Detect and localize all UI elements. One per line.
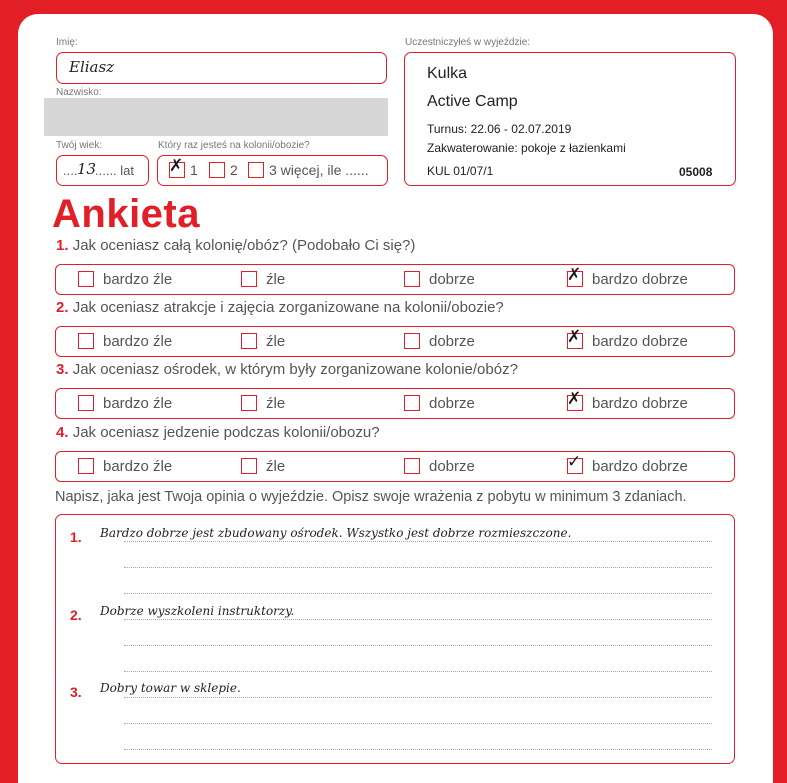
question-3 (56, 361, 518, 378)
question-number: 2. (56, 299, 69, 316)
question-number: 4. (56, 424, 69, 441)
check-mark-icon: ✓ (567, 452, 582, 472)
trip-number: 05008 (679, 165, 713, 179)
check-mark-icon: ✗ (567, 389, 582, 409)
times-checkbox-1[interactable] (169, 156, 185, 178)
age-field[interactable] (56, 155, 149, 186)
question-4 (56, 424, 380, 441)
rating-option-label: bardzo źle (103, 395, 173, 412)
times-checkbox-2[interactable] (209, 162, 225, 178)
rating-row-4 (55, 451, 735, 482)
rating-option-label: dobrze (429, 333, 475, 350)
rating-checkbox-3-3[interactable] (404, 395, 420, 411)
rating-option-label: bardzo dobrze (592, 458, 688, 475)
name-label: Imię: (56, 37, 78, 48)
surname-label: Nazwisko: (56, 87, 102, 98)
check-mark-icon: ✗ (169, 156, 184, 176)
rating-checkbox-3-4[interactable] (567, 389, 583, 411)
rating-checkbox-2-1[interactable] (78, 333, 94, 349)
rating-checkbox-1-1[interactable] (78, 271, 94, 287)
trip-operator: Kulka (427, 65, 468, 82)
trip-turnus: Turnus: 22.06 - 02.07.2019 (427, 122, 572, 136)
age-value: 13 (77, 160, 97, 178)
question-text: Jak oceniasz jedzenie podczas kolonii/obozu? (72, 424, 380, 441)
answer-number-1: 1. (70, 529, 82, 545)
times-option-3: 3 więcej, ile ...... (269, 162, 369, 178)
rating-checkbox-1-3[interactable] (404, 271, 420, 287)
rating-option-label: źle (266, 271, 286, 288)
rating-option-label: bardzo dobrze (592, 395, 688, 412)
check-mark-icon: ✗ (567, 327, 582, 347)
rating-option-label: bardzo źle (103, 271, 173, 288)
survey-sheet (18, 14, 773, 783)
age-label: Twój wiek: (56, 140, 103, 151)
rating-checkbox-2-2[interactable] (241, 333, 257, 349)
question-text: Jak oceniasz całą kolonię/obóz? (Podobało Ci się?) (72, 237, 416, 254)
rating-option-label: dobrze (429, 395, 475, 412)
answer-text-3: Dobry towar w sklepie. (100, 681, 241, 695)
rule-line (124, 671, 712, 672)
rule-line (124, 749, 712, 750)
age-suffix: ...... lat (95, 163, 135, 178)
times-option-2: 2 (230, 162, 238, 178)
answer-number-3: 3. (70, 684, 82, 700)
rating-checkbox-4-2[interactable] (241, 458, 257, 474)
question-number: 3. (56, 361, 69, 378)
trip-accommodation: Zakwaterowanie: pokoje z łazienkami (427, 141, 626, 155)
age-prefix: .... (63, 163, 78, 178)
rating-row-1 (55, 264, 735, 295)
rating-row-3 (55, 388, 735, 419)
rule-line (124, 619, 712, 620)
rating-option-label: dobrze (429, 458, 475, 475)
rating-option-label: źle (266, 333, 286, 350)
rating-checkbox-1-2[interactable] (241, 271, 257, 287)
times-option-1: 1 (190, 162, 198, 178)
rating-checkbox-2-3[interactable] (404, 333, 420, 349)
trip-code: KUL 01/07/1 (427, 164, 494, 178)
rating-option-label: źle (266, 395, 286, 412)
rating-option-label: bardzo dobrze (592, 271, 688, 288)
surname-redaction (44, 98, 388, 136)
rating-option-label: dobrze (429, 271, 475, 288)
rating-option-label: bardzo dobrze (592, 333, 688, 350)
page-title: Ankieta (52, 192, 200, 236)
rating-checkbox-3-2[interactable] (241, 395, 257, 411)
trip-camp: Active Camp (427, 93, 518, 110)
question-text: Jak oceniasz ośrodek, w którym były zorganizowane kolonie/obóz? (72, 361, 518, 378)
rating-option-label: źle (266, 458, 286, 475)
answer-text-2: Dobrze wyszkoleni instruktorzy. (100, 604, 295, 618)
times-checkbox-3[interactable] (248, 162, 264, 178)
opinion-box[interactable] (55, 514, 735, 764)
rating-option-label: bardzo źle (103, 458, 173, 475)
check-mark-icon: ✗ (567, 265, 582, 285)
rule-line (124, 541, 712, 542)
rating-checkbox-3-1[interactable] (78, 395, 94, 411)
trip-info-box (404, 52, 736, 186)
rule-line (124, 645, 712, 646)
trip-label: Uczestniczyłeś w wyjeździe: (405, 37, 531, 48)
times-label: Który raz jesteś na kolonii/obozie? (158, 140, 310, 151)
question-number: 1. (56, 237, 69, 254)
answer-text-1: Bardzo dobrze jest zbudowany ośrodek. Wszystko jest dobrze rozmieszczone. (100, 526, 572, 540)
rule-line (124, 593, 712, 594)
times-field (157, 155, 388, 186)
rating-checkbox-1-4[interactable] (567, 265, 583, 287)
rating-checkbox-4-4[interactable] (567, 452, 583, 474)
rating-checkbox-4-1[interactable] (78, 458, 94, 474)
rating-row-2 (55, 326, 735, 357)
opinion-prompt: Napisz, jaka jest Twoja opinia o wyjeździe. Opisz swoje wrażenia z pobytu w minimum 3 zdaniach. (55, 489, 687, 505)
rule-line (124, 697, 712, 698)
question-text: Jak oceniasz atrakcje i zajęcia zorganizowane na kolonii/obozie? (72, 299, 504, 316)
name-field[interactable] (56, 52, 387, 84)
answer-number-2: 2. (70, 607, 82, 623)
rating-checkbox-2-4[interactable] (567, 327, 583, 349)
question-2 (56, 299, 504, 316)
rule-line (124, 567, 712, 568)
name-value: Eliasz (69, 58, 115, 76)
question-1 (56, 237, 415, 254)
rating-option-label: bardzo źle (103, 333, 173, 350)
rating-checkbox-4-3[interactable] (404, 458, 420, 474)
rule-line (124, 723, 712, 724)
